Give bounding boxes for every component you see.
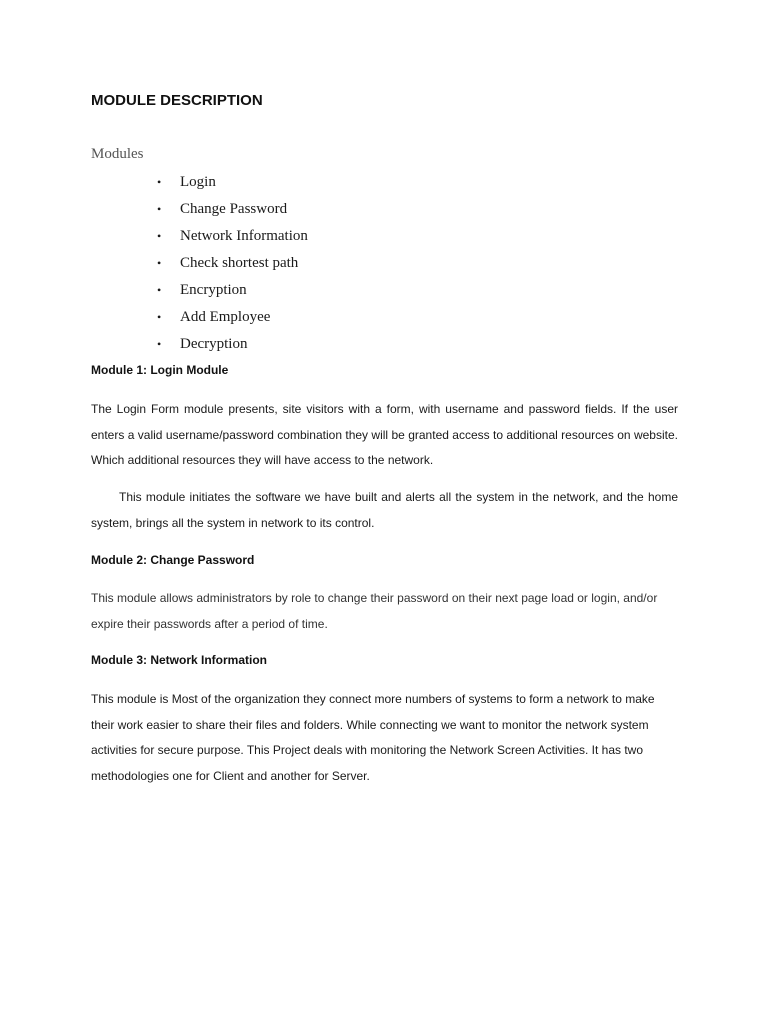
list-item — [157, 280, 308, 307]
list-item-label: Network Information — [180, 228, 308, 244]
module-1-heading: Module 1: Login Module — [91, 363, 229, 377]
list-item-label: Login — [180, 174, 216, 190]
list-item-label: Encryption — [180, 282, 247, 298]
bullet-icon: • — [157, 256, 162, 270]
module-3-heading: Module 3: Network Information — [91, 653, 268, 667]
modules-heading: Modules — [91, 146, 144, 162]
bullet-icon: • — [157, 175, 162, 189]
bullet-icon: • — [157, 310, 162, 324]
module-1-paragraph-2: This module initiates the software we have built and alerts all the system in the network, and the home system, brings all the system in network to its control. — [91, 490, 678, 530]
bullet-icon: • — [157, 337, 162, 351]
list-item-label: Check shortest path — [180, 255, 299, 271]
list-item-label: Add Employee — [180, 309, 271, 325]
list-item-label: Change Password — [180, 201, 288, 217]
module-2-paragraph-1: This module allows administrators by role to change their password on their next page load or login, and/or expire their passwords after a period of time. — [91, 591, 658, 631]
list-item-label: Decryption — [180, 336, 248, 352]
list-item — [157, 253, 308, 280]
module-3-paragraph-1: This module is Most of the organization they connect more numbers of systems to form a network to make their work easier to share their files and folders. While connecting we want to monitor the network system activities for secure purpose. This Project deals with monitoring the Network Screen Activities. It has two methodologies one for Client and another for Server. — [91, 692, 655, 783]
bullet-icon: • — [157, 202, 162, 216]
bullet-icon: • — [157, 283, 162, 297]
bullet-icon: • — [157, 229, 162, 243]
list-item — [157, 307, 308, 334]
list-item — [157, 199, 308, 226]
document-title: MODULE DESCRIPTION — [91, 92, 263, 109]
list-item — [157, 172, 308, 199]
modules-list — [157, 172, 308, 361]
module-2-heading: Module 2: Change Password — [91, 553, 255, 567]
list-item — [157, 334, 308, 361]
module-1-paragraph-1: The Login Form module presents, site visitors with a form, with username and password fields. If the user enters a valid username/password combination they will be granted access to additional resources on website. Which additional resources they will have access to the network. — [91, 402, 678, 467]
list-item — [157, 226, 308, 253]
